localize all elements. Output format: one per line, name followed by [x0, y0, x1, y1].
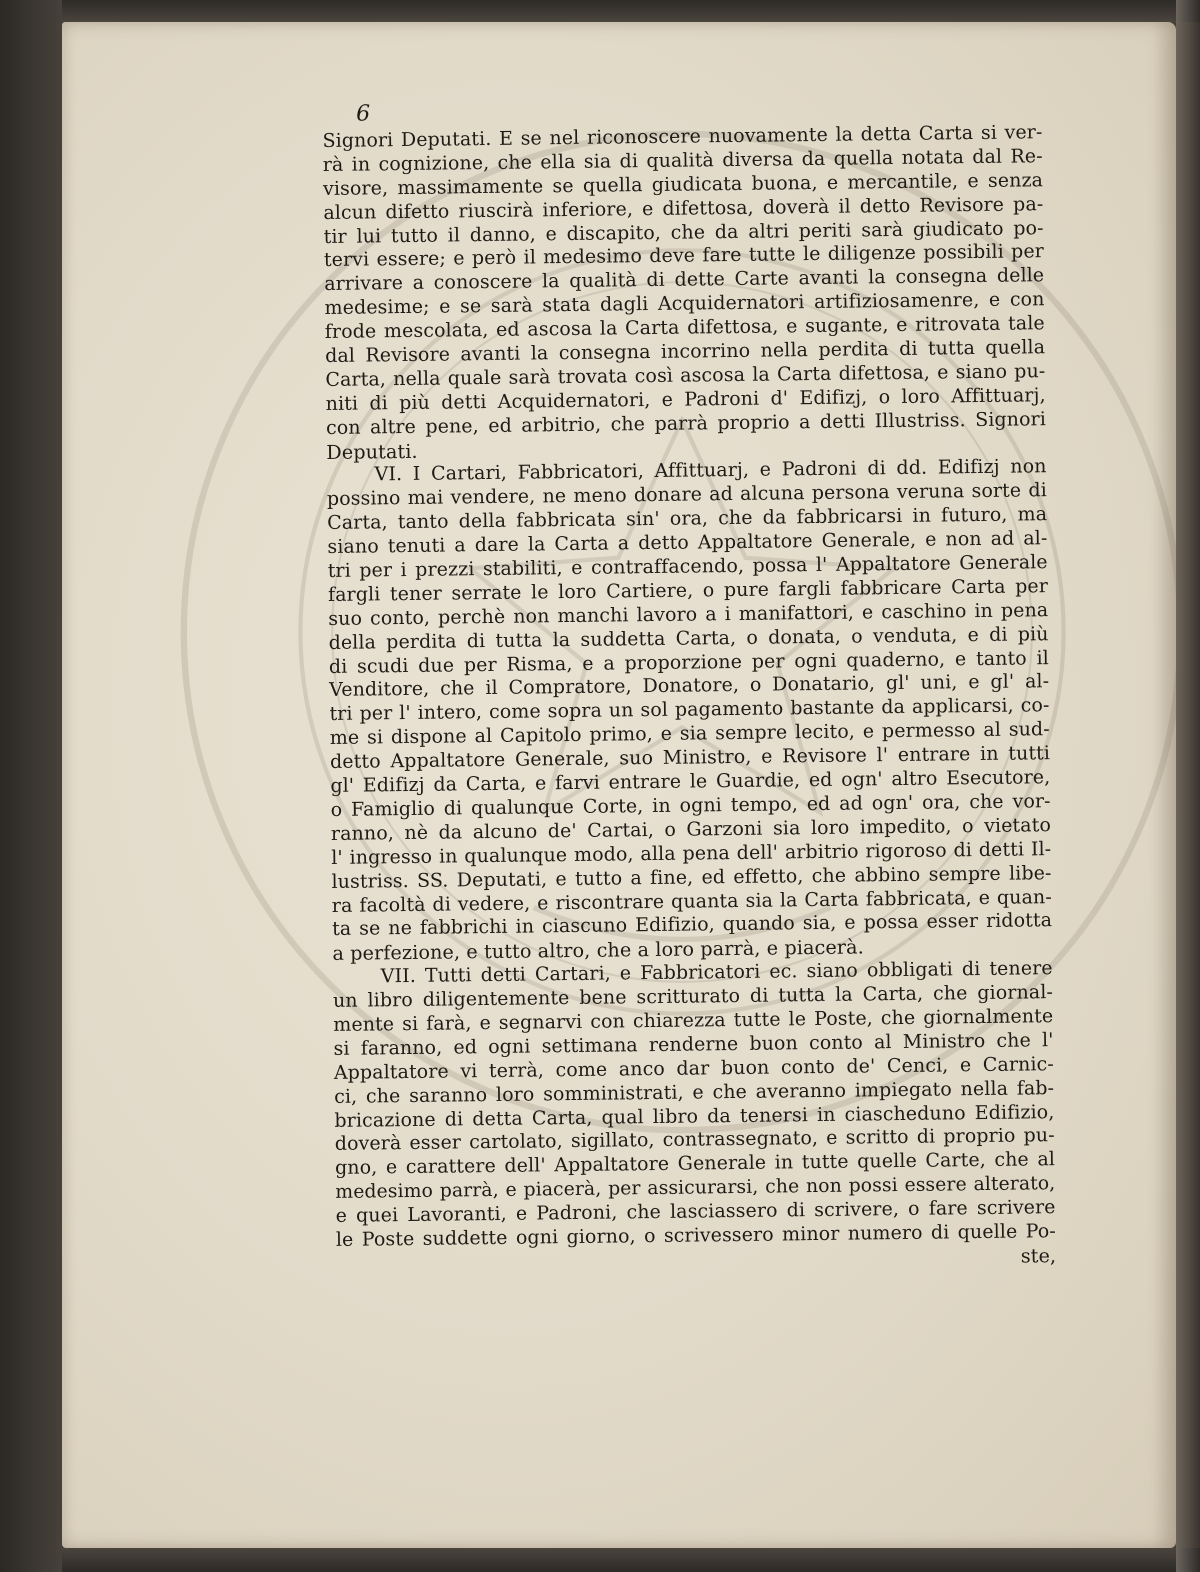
text-line: Carta, nella quale sarà trovata così ascosa la Carta difettosa, e siano pu- — [325, 360, 1046, 391]
text-line: gno, e carattere dell' Appaltatore Generale in tutte quelle Carte, che al — [334, 1148, 1056, 1180]
page-fold-shadow — [1152, 22, 1200, 1548]
text-line: VI. I Cartari, Fabbricatori, Affittuarj, e Padroni di dd. Edifizj non — [374, 455, 1047, 486]
text-line: possino mai vendere, ne meno donare ad alcuna persona veruna sorte di — [326, 479, 1047, 511]
scan-left-edge — [0, 0, 62, 1572]
text-line: ranno, nè da alcuno de' Cartai, o Garzoni sia loro impedito, o vietato — [330, 813, 1052, 845]
text-line: l' ingresso in qualunque modo, alla pena dell' arbitrio rigoroso di detti Il- — [331, 837, 1052, 869]
text-line: alcun difetto riuscirà inferiore, e difettosa, doverà il detto Revisore pa- — [323, 192, 1044, 224]
text-line: rà in cognizione, che ella sia di qualità diversa da quella notata dal Re- — [322, 145, 1043, 176]
text-line: della perdita di tutta la suddetta Carta, o donata, o venduta, e di più — [328, 622, 1049, 654]
text-line: medesimo parrà, e piacerà, per assicurarsi, che non possi essere alterato, — [335, 1173, 1056, 1204]
scan-top-edge — [0, 0, 1200, 22]
text-line: di scudi due per Risma, e a proporzione per ogni quaderno, e tanto il — [328, 646, 1050, 678]
text-line: un libro diligentemente bene scritturato di tutta la Carta, che giornal- — [332, 981, 1054, 1012]
text-line: suo conto, perchè non manchi lavoro a i manifattori, e caschino in pena — [328, 598, 1049, 630]
text-line: e quei Lavoranti, e Padroni, che lasciassero di scrivere, o fare scrivere — [335, 1196, 1056, 1227]
scan-bottom-edge — [0, 1548, 1200, 1572]
text-line: Venditore, che il Compratore, Donatore, o Donatario, gl' uni, e gl' al- — [329, 670, 1050, 702]
text-line: niti di più detti Acquidernatori, e Padroni d' Edifizj, o loro Affittuarj, — [325, 383, 1046, 415]
text-line: tri per i prezzi stabiliti, e contraffacendo, possa l' Appaltatore Generale — [327, 551, 1048, 582]
text-line: tri per l' intero, come sopra un sol pagamento bastante da applicarsi, co- — [329, 694, 1050, 726]
text-line: arrivare a conoscere la qualità di dette Carte avanti la consegna delle — [324, 264, 1045, 296]
text-line: con altre pene, ed arbitrio, che parrà proprio a detti Illustriss. Signori — [325, 407, 1047, 439]
text-line: Appaltatore vi terrà, come anco dar buon conto de' Cenci, e Carnic- — [333, 1052, 1054, 1084]
text-line: medesime; e se sarà stata dagli Acquidernatori artifiziosamenre, e con — [324, 288, 1045, 320]
text-line: gl' Edifizj da Carta, e farvi entrare le Guardie, ed ogn' altro Esecutore, — [330, 766, 1051, 797]
body-text — [322, 121, 1056, 1276]
catchword: ste, — [1020, 1243, 1057, 1268]
text-line: o Famiglio di qualunque Corte, in ogni tempo, ed ad ogn' ora, che vor- — [330, 790, 1051, 821]
text-line: visore, massimamente se quella giudicata buona, e mercantile, e senza — [322, 168, 1044, 200]
text-line: me si dispone al Capitolo primo, e sia sempre lecito, e permesso al sud- — [329, 718, 1050, 750]
text-line: Deputati. — [326, 439, 418, 464]
text-line: fargli tener serrate le loro Cartiere, o pure fargli fabbricare Carta per — [327, 575, 1049, 606]
text-line: Signori Deputati. E se nel riconoscere nuovamente la detta Carta si ver- — [322, 121, 1043, 152]
text-line: frode mescolata, ed ascosa la Carta difettosa, e sugante, e ritrovata tale — [324, 312, 1045, 344]
text-line: detto Appaltatore Generale, suo Ministro, e Revisore l' entrare in tutti — [329, 742, 1051, 774]
text-line: dal Revisore avanti la consegna incorrino nella perdita di tutta quella — [324, 336, 1046, 367]
text-line: Carta, tanto della fabbricata sin' ora, che da fabbricarsi in futuro, ma — [327, 503, 1048, 535]
text-line: a perfezione, e tutto altro, che a loro parrà, e piacerà. — [332, 935, 865, 966]
text-line: bricazione di detta Carta, qual libro da tenersi in ciascheduno Edifizio, — [334, 1100, 1055, 1132]
page-number: 6 — [356, 101, 371, 127]
text-line: ta se ne fabbrichi in ciascuno Edifizio, quando sia, e possa esser ridotta — [331, 909, 1053, 941]
text-line: mente si farà, e segnarvi con chiarezza tutte le Poste, che giornalmente — [333, 1005, 1054, 1036]
text-line: tervi essere; e però il medesimo deve fare tutte le diligenze possibili per — [323, 240, 1045, 272]
text-line: ra facoltà di vedere, e riscontrare quanta sia la Carta fabbricata, e quan- — [331, 885, 1052, 917]
text-line: VII. Tutti detti Cartari, e Fabbricatori ec. siano obbligati di tenere — [380, 957, 1053, 988]
text-line: le Poste suddette ogni giorno, o scrivessero minor numero di quelle Po- — [335, 1220, 1057, 1251]
text-line: lustriss. SS. Deputati, e tutto a fine, ed effetto, che abbino sempre libe- — [331, 861, 1052, 893]
text-line: siano tenuti a dare la Carta a detto Appaltatore Generale, e non ad al- — [327, 527, 1048, 559]
text-line: tir lui tutto il danno, e discapito, che da altri periti sarà giudicato po- — [323, 216, 1044, 248]
text-line: si faranno, ed ogni settimana renderne buon conto al Ministro che l' — [333, 1028, 1054, 1060]
text-line: ci, che saranno loro somministrati, e che averanno impiegato nella fab- — [334, 1076, 1055, 1108]
text-line: doverà esser cartolato, sigillato, contrassegnato, e scritto di proprio pu- — [334, 1124, 1055, 1156]
